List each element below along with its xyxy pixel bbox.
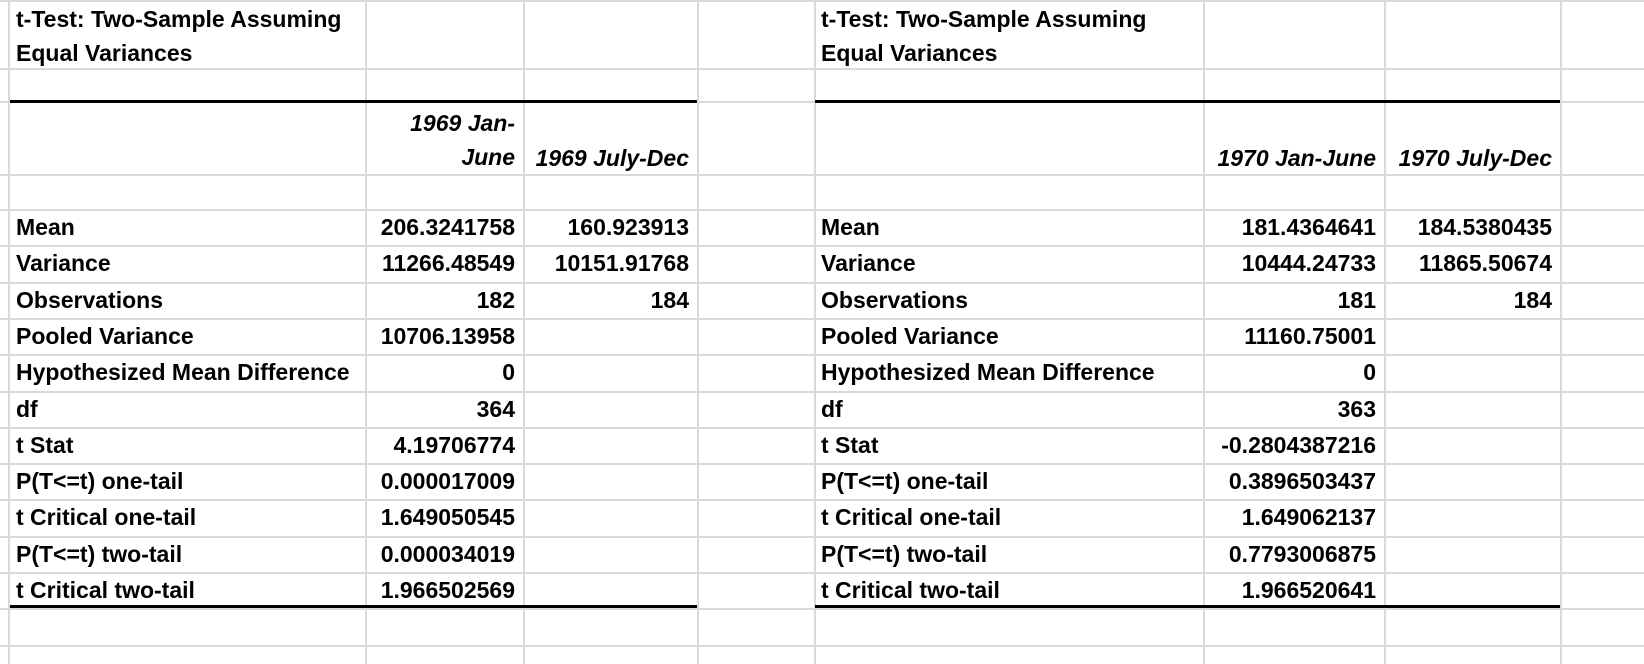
value-cell: 1.649062137 xyxy=(1241,504,1376,531)
value-cell: 184 xyxy=(1513,286,1552,313)
value-cell: -0.2804387216 xyxy=(1221,431,1376,458)
row-label: t Critical one-tail xyxy=(821,504,1002,531)
row-label: df xyxy=(16,395,38,422)
value-cell: 181 xyxy=(1337,286,1376,313)
row-label: P(T<=t) one-tail xyxy=(821,468,989,495)
value-cell: 0 xyxy=(502,359,515,386)
row-label: t Stat xyxy=(821,431,879,458)
row-label: Variance xyxy=(821,250,916,277)
row-label: Variance xyxy=(16,250,111,277)
value-cell: 11266.48549 xyxy=(381,250,515,277)
value-cell xyxy=(1384,463,1560,499)
value-cell xyxy=(1384,536,1560,572)
value-cell: 0 xyxy=(1363,359,1376,386)
value-cell xyxy=(1384,427,1560,463)
value-cell: 0.000017009 xyxy=(380,468,515,495)
value-cell: 0.7793006875 xyxy=(1228,540,1376,567)
column-header-1: 1969 Jan-June xyxy=(410,110,515,170)
table-top-rule xyxy=(10,100,697,103)
row-label: Pooled Variance xyxy=(16,322,194,349)
value-cell: 1.966520641 xyxy=(1241,577,1376,603)
value-cell xyxy=(523,536,697,572)
gridline-horizontal xyxy=(0,608,1644,610)
row-label: P(T<=t) one-tail xyxy=(16,468,184,495)
row-label: P(T<=t) two-tail xyxy=(16,540,183,567)
value-cell: 0.000034019 xyxy=(380,540,515,567)
row-label: t Critical two-tail xyxy=(821,577,1000,603)
value-cell xyxy=(1384,499,1560,535)
value-cell: 4.19706774 xyxy=(393,431,515,458)
value-cell xyxy=(523,427,697,463)
row-label: Hypothesized Mean Difference xyxy=(821,359,1155,386)
gridline-vertical xyxy=(1560,0,1562,664)
value-cell: 206.3241758 xyxy=(380,214,515,240)
value-cell: 181.4364641 xyxy=(1241,214,1376,240)
gridline-vertical xyxy=(697,0,699,664)
value-cell xyxy=(523,391,697,427)
row-label: Mean xyxy=(821,214,880,240)
value-cell xyxy=(523,463,697,499)
value-cell: 184 xyxy=(650,286,689,313)
value-cell xyxy=(523,354,697,390)
value-cell xyxy=(1384,572,1560,608)
row-label: Observations xyxy=(16,286,163,313)
value-cell xyxy=(523,499,697,535)
value-cell: 1.966502569 xyxy=(380,577,515,603)
row-label: t Critical one-tail xyxy=(16,504,197,531)
value-cell: 11865.50674 xyxy=(1418,250,1552,277)
value-cell: 184.5380435 xyxy=(1417,214,1552,240)
gridline-horizontal xyxy=(0,645,1644,647)
value-cell: 160.923913 xyxy=(567,214,689,240)
row-label: t Critical two-tail xyxy=(16,577,195,603)
value-cell xyxy=(523,318,697,354)
row-label: Mean xyxy=(16,214,75,240)
row-label: P(T<=t) two-tail xyxy=(821,540,988,567)
value-cell: 364 xyxy=(476,395,515,422)
value-cell: 363 xyxy=(1337,395,1376,422)
table-title: t-Test: Two-Sample Assuming Equal Variances xyxy=(821,6,1147,66)
value-cell: 11160.75001 xyxy=(1244,322,1376,349)
value-cell: 10444.24733 xyxy=(1241,250,1376,277)
row-label: t Stat xyxy=(16,431,74,458)
row-label: Hypothesized Mean Difference xyxy=(16,359,350,386)
value-cell: 10706.13958 xyxy=(380,322,515,349)
column-header-2: 1969 July-Dec xyxy=(535,145,689,171)
value-cell xyxy=(523,572,697,608)
table-title: t-Test: Two-Sample Assuming Equal Variances xyxy=(16,6,342,66)
value-cell xyxy=(1384,391,1560,427)
value-cell: 0.3896503437 xyxy=(1228,468,1376,495)
value-cell: 182 xyxy=(476,286,515,313)
value-cell xyxy=(1384,354,1560,390)
row-label: Pooled Variance xyxy=(821,322,999,349)
table-top-rule xyxy=(815,100,1560,103)
value-cell xyxy=(1384,318,1560,354)
column-header-2: 1970 July-Dec xyxy=(1398,145,1552,171)
value-cell: 10151.91768 xyxy=(554,250,689,277)
value-cell: 1.649050545 xyxy=(380,504,515,531)
column-header-1: 1970 Jan-June xyxy=(1217,145,1376,171)
row-label: df xyxy=(821,395,843,422)
row-label: Observations xyxy=(821,286,968,313)
